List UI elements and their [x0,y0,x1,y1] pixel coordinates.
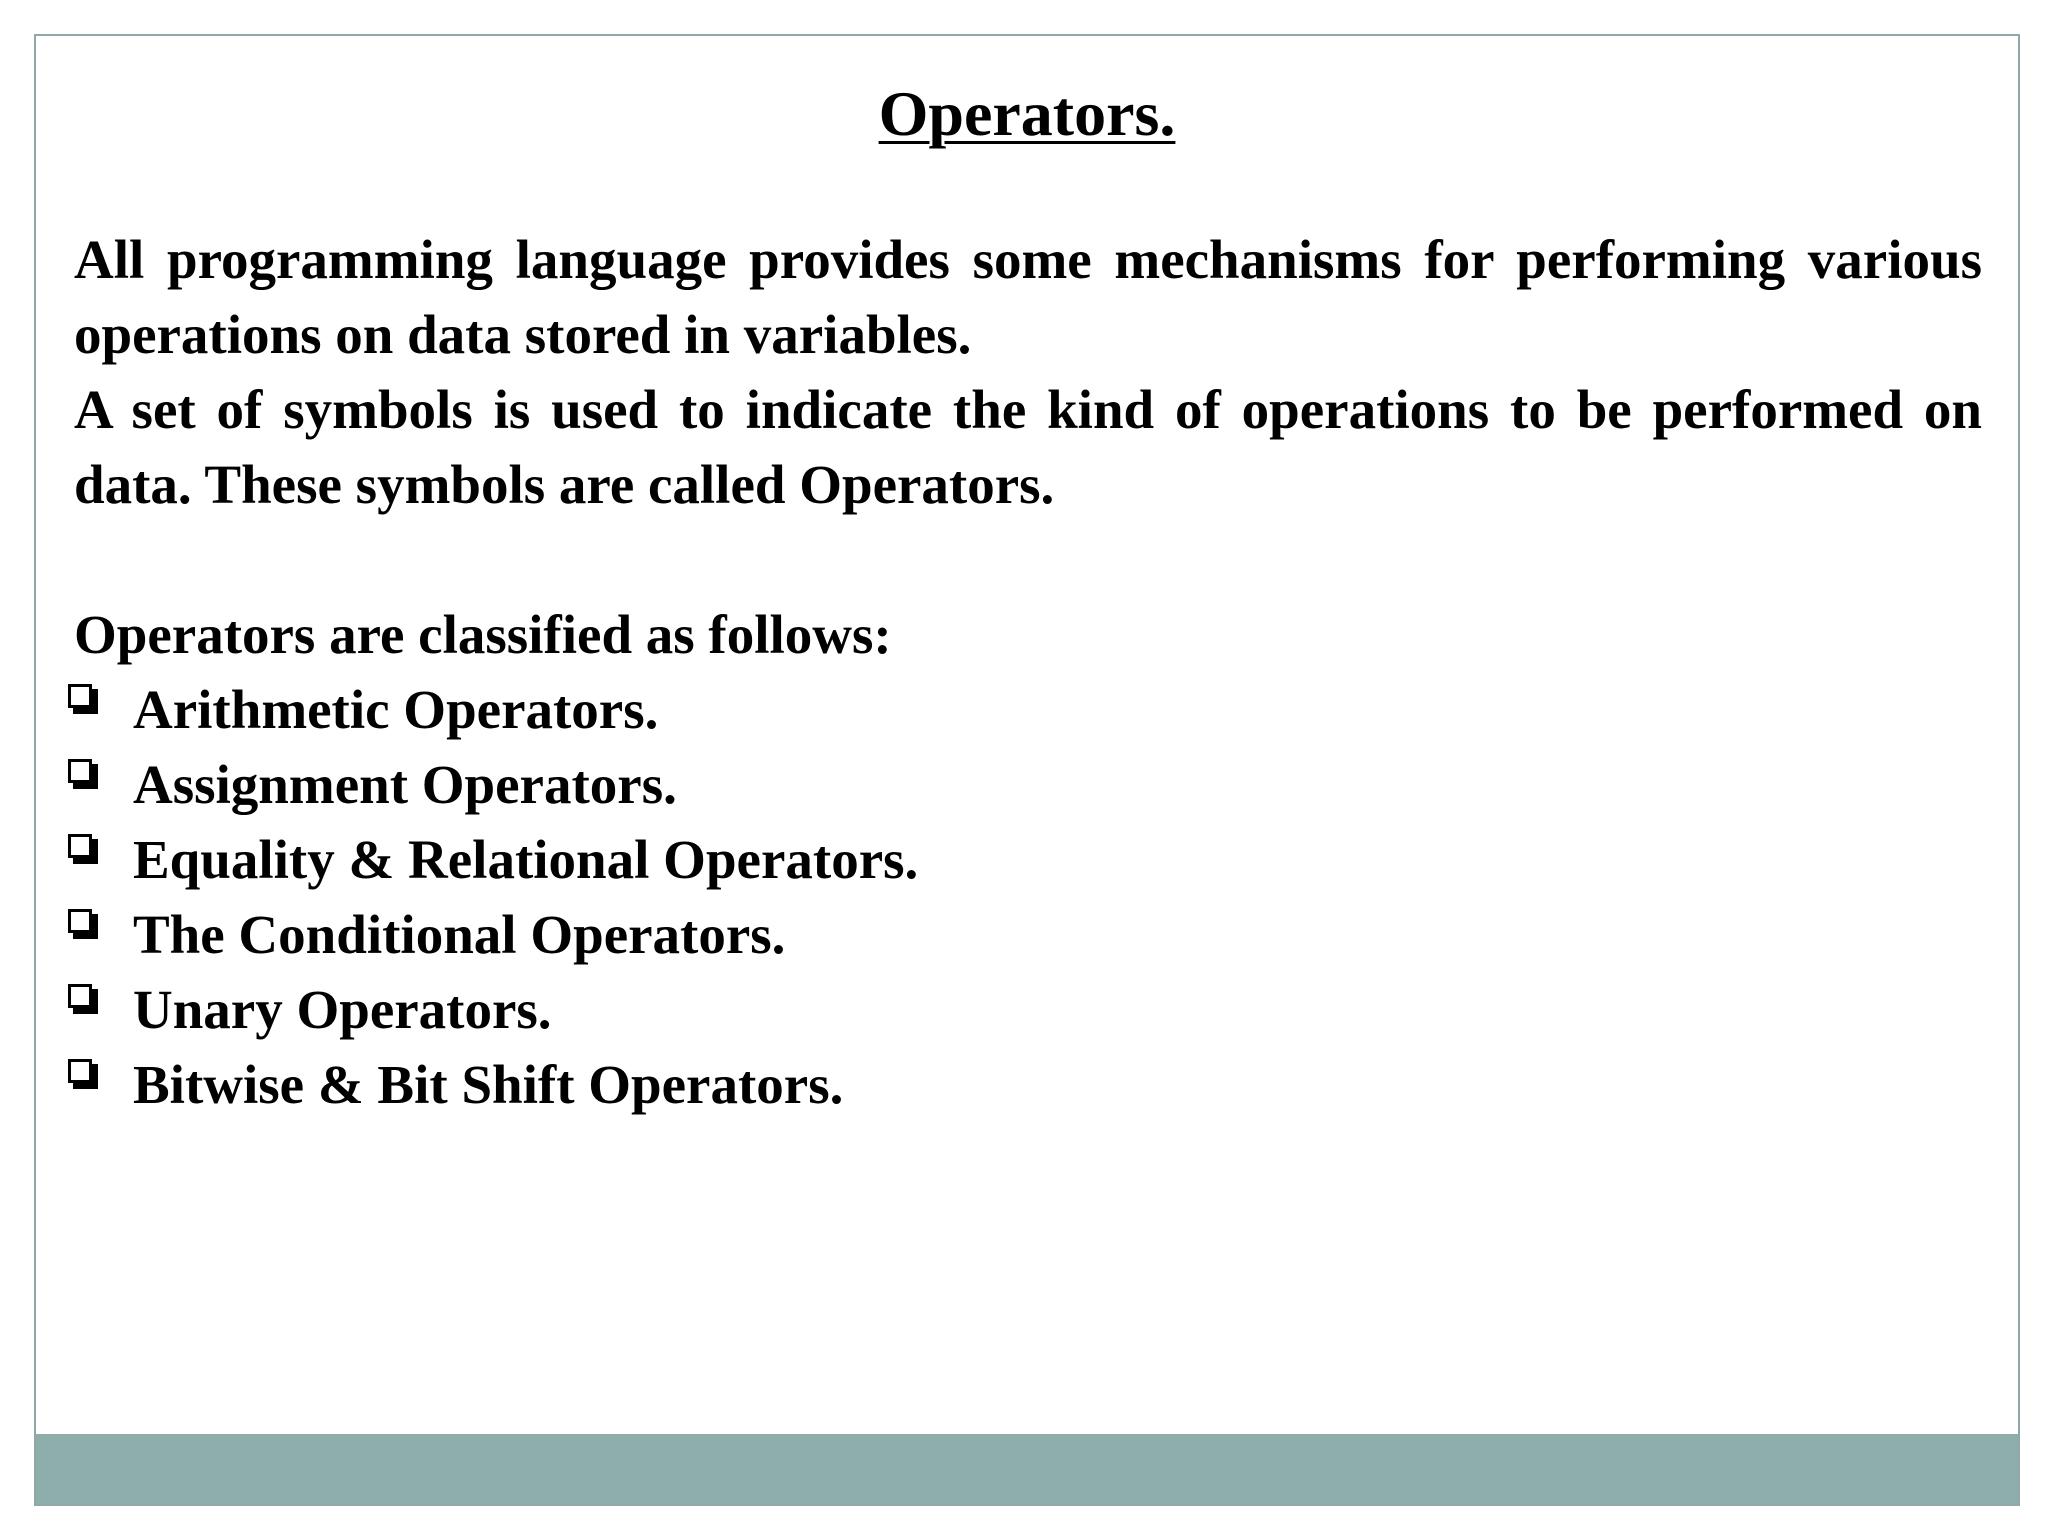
list-item [68,972,1982,1047]
slide-frame [34,34,2020,1506]
operator-list [74,672,1982,1122]
paragraph-definition: A set of symbols is used to indicate the kind of operations to be performed on data. These symbols are called Operators. [74,379,1982,515]
paragraph-intro: All programming language provides some mechanisms for performing various operations on data stored in variables. [74,229,1982,365]
list-item-label: Arithmetic Operators. [133,679,659,740]
slide-content [74,222,1982,1122]
list-item [68,672,1982,747]
checkbox-bullet-icon [68,759,98,789]
list-item [68,822,1982,897]
checkbox-bullet-icon [68,909,98,939]
slide-title: Operators. [878,78,1176,149]
list-item-label: Bitwise & Bit Shift Operators. [133,1054,844,1115]
list-item-label: Unary Operators. [133,979,552,1040]
checkbox-bullet-icon [68,684,98,714]
list-intro: Operators are classified as follows: [74,604,892,665]
spacer [74,522,1982,597]
list-item-label: The Conditional Operators. [133,904,786,965]
checkbox-bullet-icon [68,984,98,1014]
checkbox-bullet-icon [68,834,98,864]
footer-bar [36,1434,2018,1504]
list-item [68,897,1982,972]
list-item-label: Assignment Operators. [133,754,677,815]
list-item [68,747,1982,822]
list-item [68,1047,1982,1122]
checkbox-bullet-icon [68,1059,98,1089]
list-item-label: Equality & Relational Operators. [133,829,919,890]
